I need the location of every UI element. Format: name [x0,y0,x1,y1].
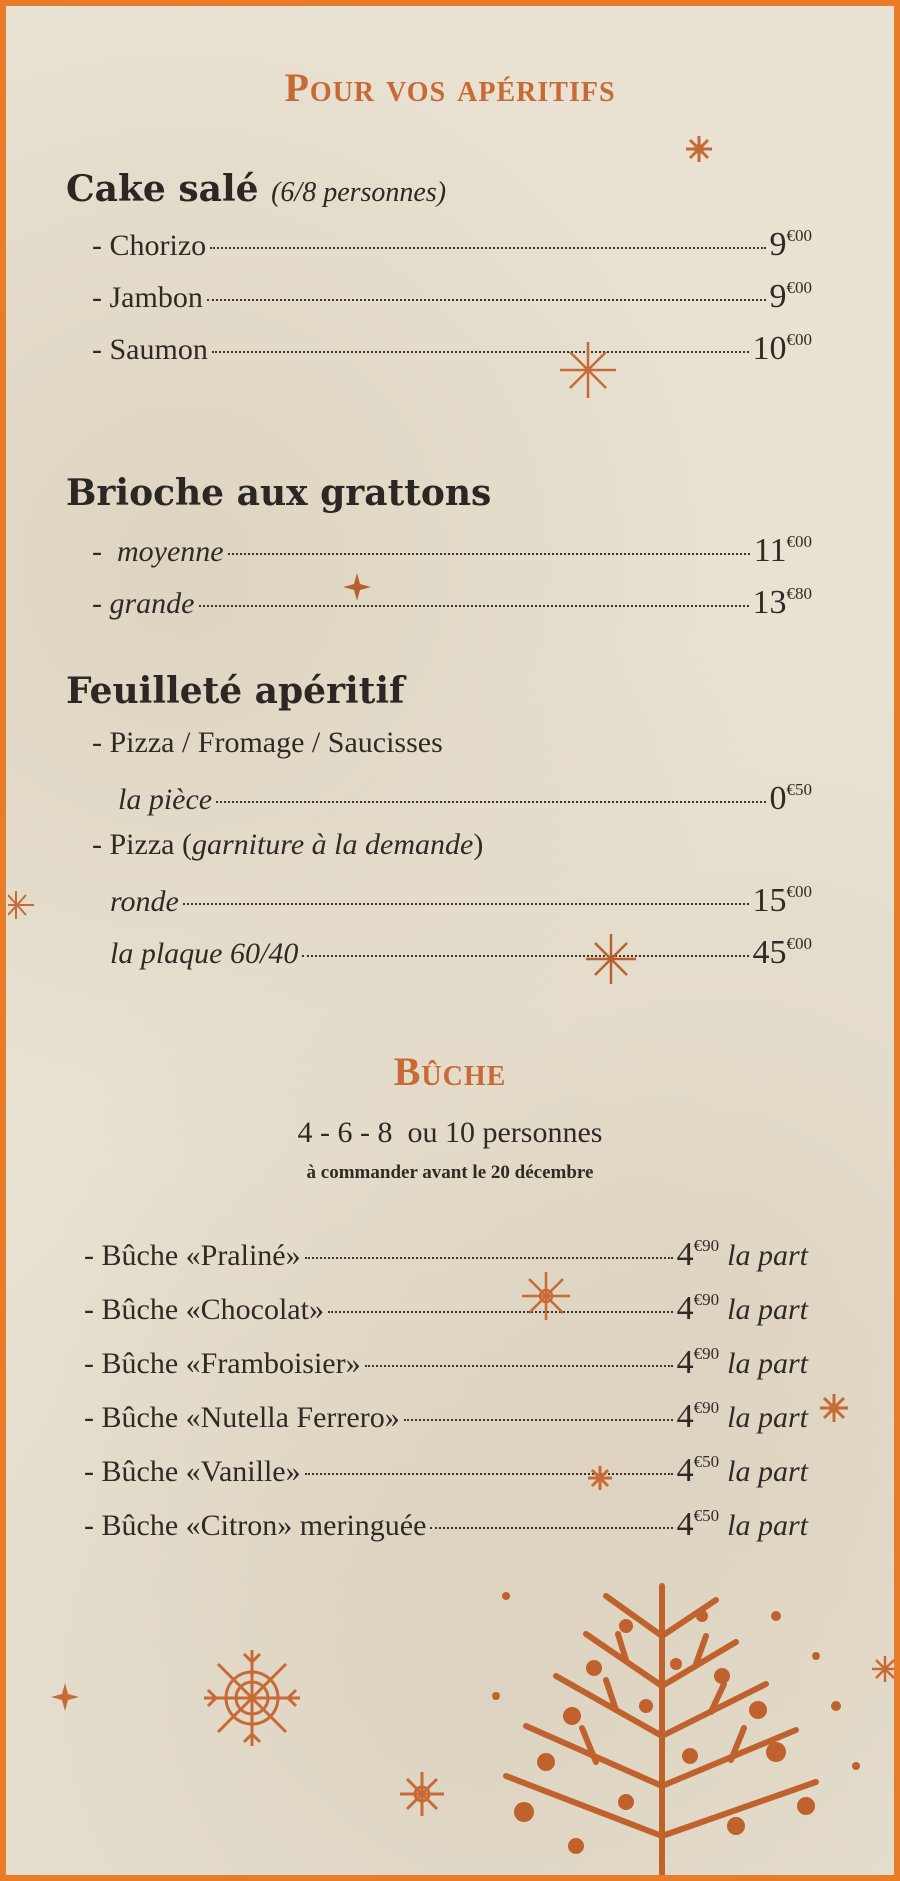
buche-title: Bûche [393,1049,507,1094]
dot-leader [404,1419,673,1421]
menu-line: - Pizza (garniture à la demande) [92,828,484,861]
dot-leader [302,955,748,957]
row-label: - Bûche «Citron» meringuée [84,1509,427,1542]
buche-row [84,1344,808,1382]
snowflake-icon [396,1768,448,1820]
menu-row [110,882,812,920]
row-label: - moyenne [92,535,224,568]
menu-row [118,780,812,818]
row-unit: la part [727,1239,808,1272]
star-icon [50,1682,80,1712]
row-label: - Jambon [92,281,203,314]
feuillete-heading: Feuilleté apéritif [66,670,405,712]
row-label: - Saumon [92,333,208,366]
dot-leader [183,903,749,905]
cake-heading-label: Cake salé [66,168,259,210]
menu-row [92,330,812,368]
row-unit: la part [727,1509,808,1542]
buche-row [84,1398,808,1436]
row-price: $4^{€50}$ [676,1452,720,1489]
row-unit: la part [727,1347,808,1380]
row-label: - Bûche «Vanille» [84,1455,301,1488]
buche-row [84,1506,808,1544]
menu-row [92,226,812,264]
menu-line: - Pizza / Fromage / Saucisses [92,726,443,759]
row-price: $4^{€90}$ [676,1398,720,1435]
star-icon [342,572,372,602]
row-label: - Bûche «Framboisier» [84,1347,361,1380]
dot-leader [207,299,766,301]
buche-order-note: à commander avant le 20 décembre [306,1162,594,1183]
dot-leader [212,351,749,353]
row-price: $11^{€00}$ [753,532,812,569]
dot-leader [430,1527,672,1529]
menu-row [110,934,812,972]
row-label: ronde [110,885,179,918]
row-label: - Bûche «Praliné» [84,1239,301,1272]
row-unit: la part [727,1455,808,1488]
dot-leader [228,553,750,555]
dot-leader [365,1365,673,1367]
christmas-tree-icon [476,1576,886,1881]
row-price: $4^{€90}$ [676,1236,720,1273]
row-label: - grande [92,587,195,620]
row-price: $4^{€90}$ [676,1344,720,1381]
star-icon [586,1464,614,1492]
dot-leader [305,1257,673,1259]
star-icon [558,340,618,400]
row-price: $0^{€50}$ [769,780,812,817]
row-label: la pièce [118,783,213,816]
aperitifs-title: Pour vos apéritifs [284,65,616,110]
star-icon [682,132,716,166]
snowflake-icon [200,1646,304,1750]
brioche-heading: Brioche aux grattons [66,472,492,514]
row-unit: la part [727,1401,808,1434]
buche-row [84,1290,808,1328]
snowflake-icon [518,1268,574,1324]
dot-leader [199,605,749,607]
row-label: - Bûche «Chocolat» [84,1293,324,1326]
row-price: $9^{€00}$ [769,226,812,263]
row-price: $4^{€90}$ [676,1290,720,1327]
row-unit: la part [727,1293,808,1326]
row-label: - Chorizo [92,229,207,262]
buche-persons: 4 - 6 - 8 ou 10 personnes [297,1116,603,1149]
cake-heading-sub: (6/8 personnes) [271,177,447,208]
menu-row [92,584,812,622]
buche-row [84,1236,808,1274]
row-price: $4^{€50}$ [676,1506,720,1543]
dot-leader [305,1473,673,1475]
row-price: $45^{€00}$ [752,934,812,971]
row-price: $10^{€00}$ [752,330,812,367]
dot-leader [216,801,765,803]
snowflake-icon [818,1392,850,1424]
row-label: - Bûche «Nutella Ferrero» [84,1401,400,1434]
cake-heading [66,168,446,210]
menu-row [92,532,812,570]
buche-row [84,1452,808,1490]
snowflake-icon [8,882,38,928]
menu-row [92,278,812,316]
star-icon [584,932,638,986]
row-price: $13^{€80}$ [752,584,812,621]
row-price: $15^{€00}$ [752,882,812,919]
dot-leader [210,247,765,249]
row-price: $9^{€00}$ [769,278,812,315]
dot-leader [328,1311,673,1313]
row-label: la plaque 60/40 [110,937,299,970]
